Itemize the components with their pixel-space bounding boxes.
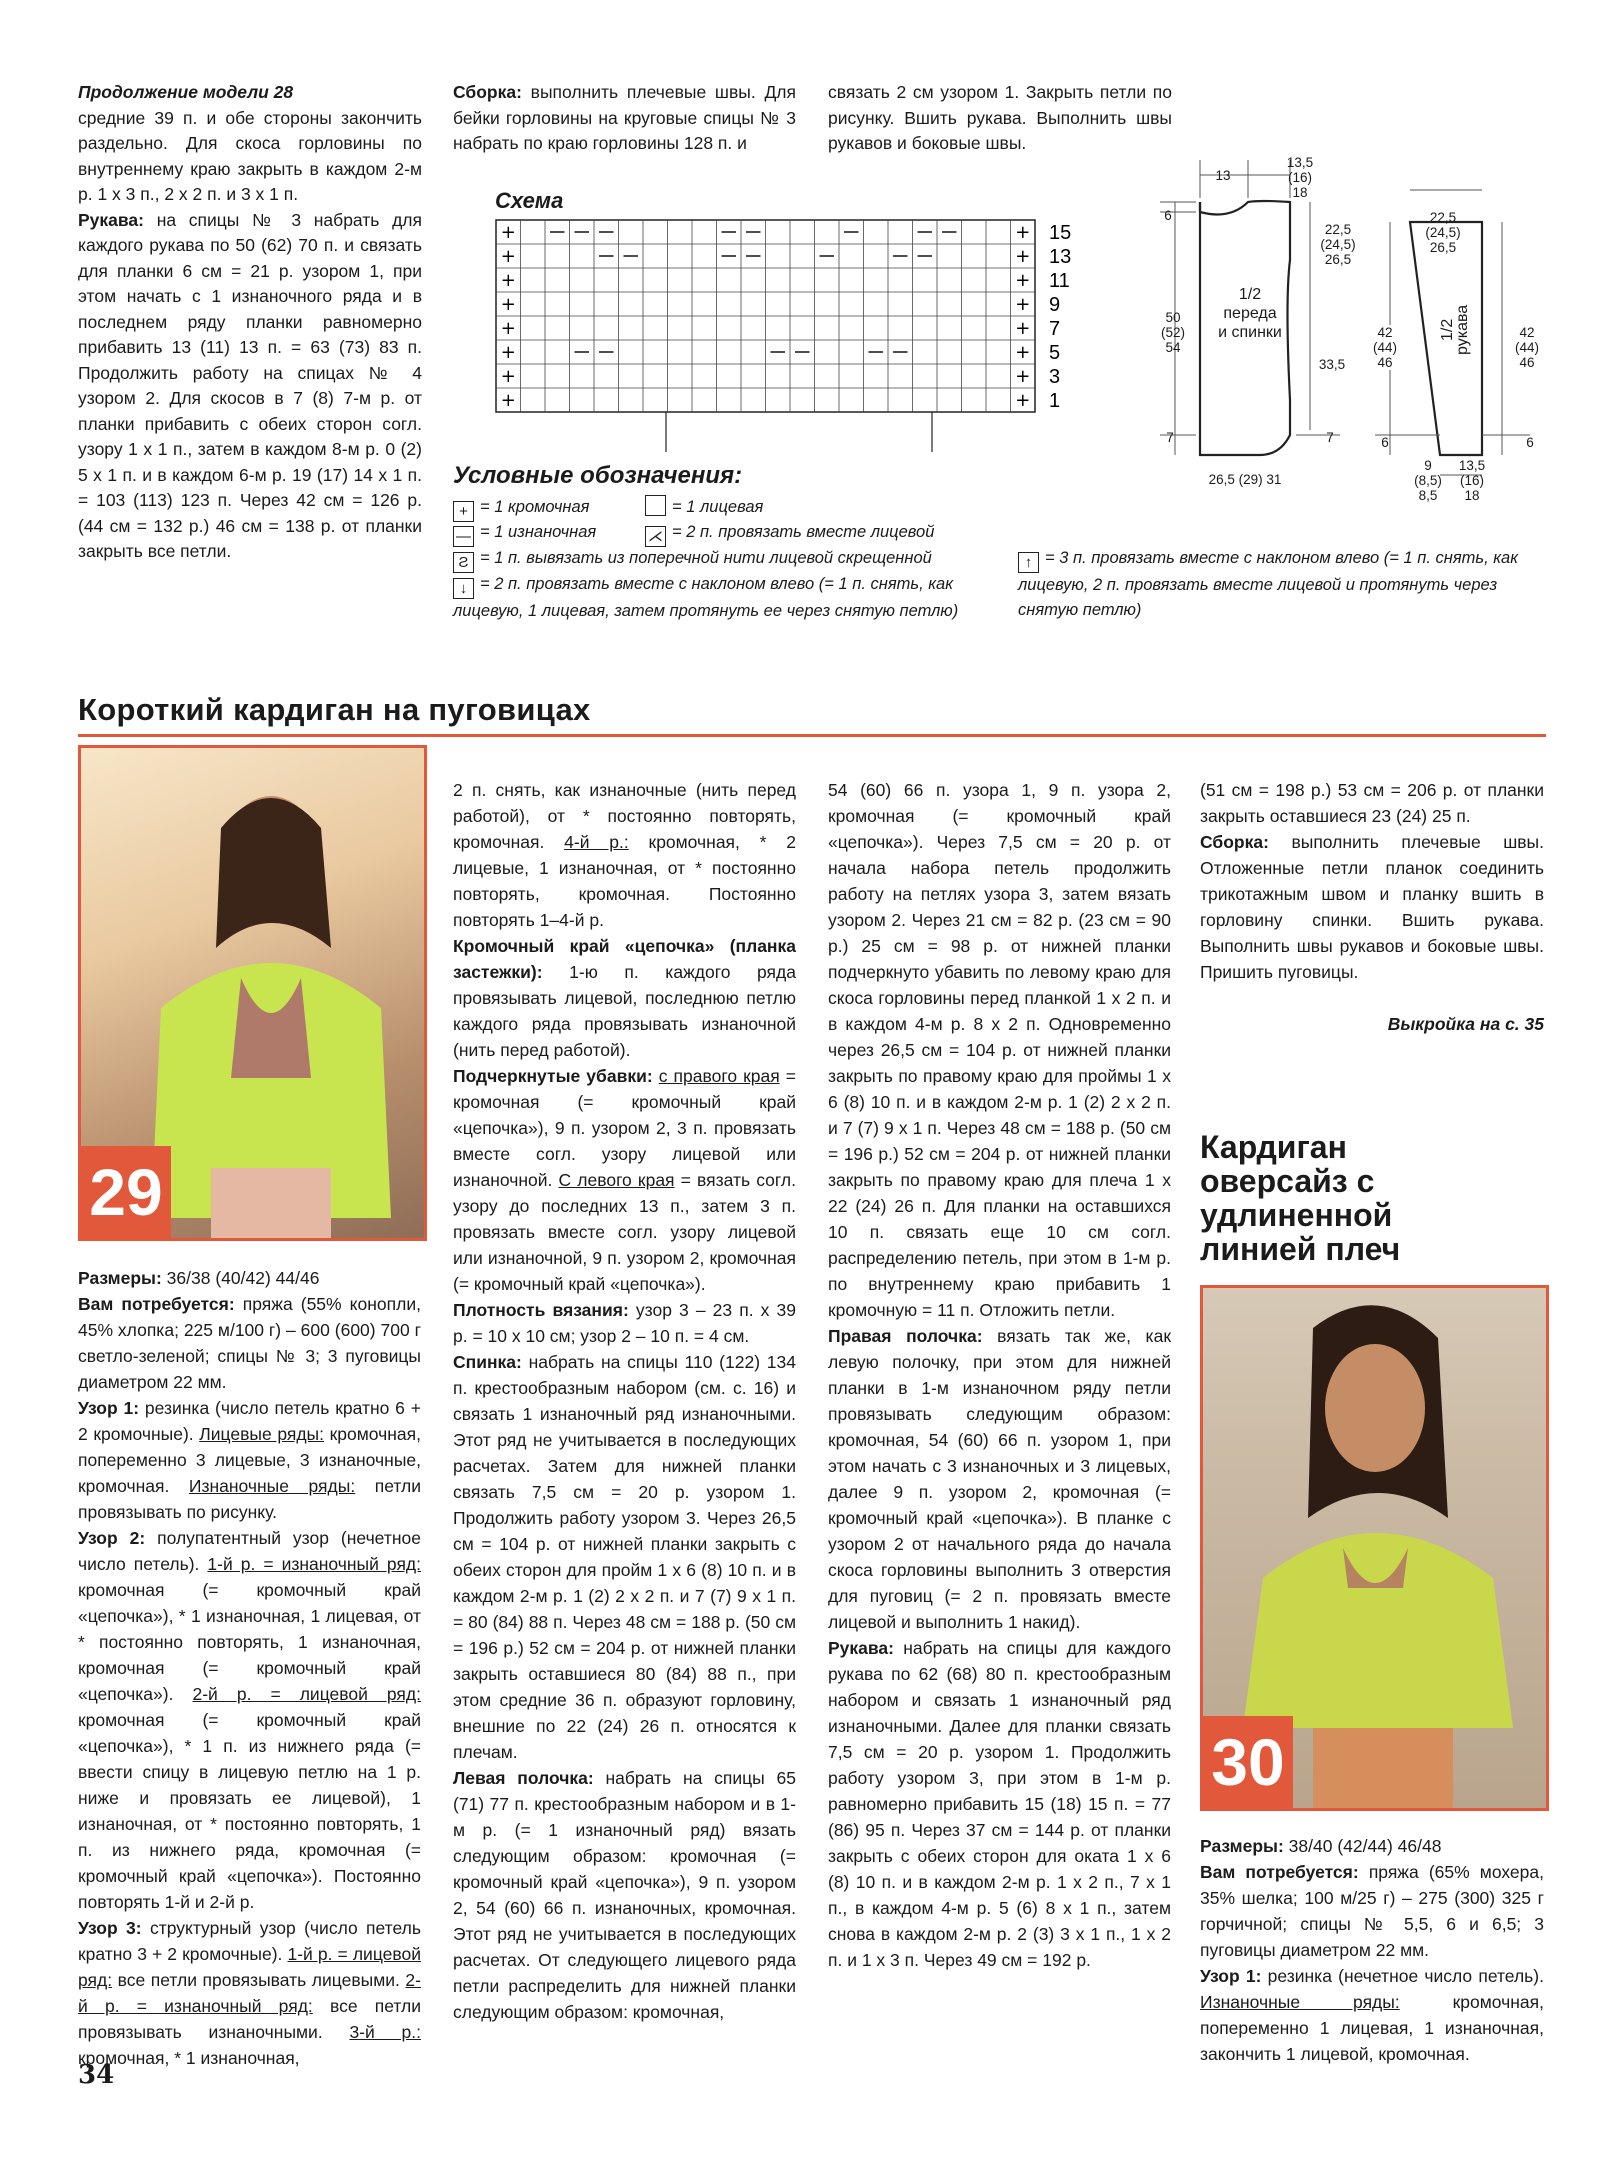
chart-edge-stitch: + <box>500 318 516 339</box>
model-29-col3: 54 (60) 66 п. узора 1, 9 п. узора 2, кромочная (= кромочный край «цепочка»). Через 7,5 см = 20 р. от начала набора петель продолжить работу на петлях узора 3, затем вязать узором 2. Через 21 см = 82 р. (23 см = 90 р.) 25 см = 98 р. от нижней планки подчеркнуто убавить по левому краю для скоса горловины перед планкой 1 х 2 п. и в каждом 4-м р. 8 х 2 п. Одновременно через 26,5 см = 104 р. от нижней планки закрыть по правому краю для проймы 1 х 6 (8) 10 п. и в каждом 2-м р. 1 (2) 2 х 2 п. и 7 (7) 9 х 1 п. Через 48 см = 188 р. (50 см = 196 р.) 52 см = 204 р. от нижней планки закрыть по правому краю для плеча 1 х 22 (24) 26 п. Для планки на оставшихся 10 п. связать еще 10 см согл. распределению петель, при этом в 1-м р. по внутреннему краю прибавить 1 кромочную = 11 п. Отложить петли. Правая полочка: вязать так же, как левую полочку, при этом для нижней планки в 1-м изнаночном ряду петли провязывать следующим образом: кромочная, 54 (60) 66 п. узором 1, при этом начать с 3 изнаночных и 3 лицевых, далее 9 п. узором 2, кромочная (= кромочный край «цепочка»). В планке с узором 2 от начального ряда до начала скоса горловины выполнить 3 отверстия для пуговиц (= 2 п. провязать вместе лицевой и выполнить 1 накид). Рукава: набрать на спицы для каждого рукава по 62 (68) 80 п. крестообразным набором и связать 1 изнаночный ряд изнаночными. Далее для планки связать 7,5 см = 20 р. узором 1. Продолжить работу узором 3, при этом в 1-м р. равномерно прибавить 15 (18) 15 п. = 77 (86) 95 п. Через 37 см = 144 р. от планки закрыть с обеих сторон для оката 1 х 6 (8) 10 п. и в каждом 2-м р. 1 х 2 п., 7 х 1 п., в каждом 4-м р. 5 (6) 8 х 1 п., затем снова в каждом 2-м р. 2 (3) 3 х 1 п., 1 х 2 п. и 1 х 3 п. Через 49 см = 192 р. <box>828 780 1171 1970</box>
chart-edge-stitch: + <box>1015 366 1031 387</box>
legend-sk2p: ↑ = 3 п. провязать вместе с наклоном влево (= 1 п. снять, как лицевую, 2 п. провязать вместе лицевой и протянуть через снятую петлю) <box>1018 549 1518 619</box>
pattern-neck-drop: 6 <box>1164 208 1172 223</box>
chart-edge-stitch: + <box>500 342 516 363</box>
sleeve-cuff-a: 9 (8,5) 8,5 <box>1414 458 1442 503</box>
schema-title: Схема <box>495 188 564 213</box>
chart-row-number: 9 <box>1049 294 1061 316</box>
pattern-width: 26,5 (29) 31 <box>1200 472 1290 487</box>
chart-edge-stitch: + <box>1015 294 1031 315</box>
chart-edge-stitch: + <box>500 270 516 291</box>
pattern-hem-left: 7 <box>1166 430 1174 445</box>
pattern-piece-label: 1/2 переда и спинки <box>1218 286 1282 341</box>
sleeve-cuff-right: 6 <box>1526 435 1534 450</box>
chart-edge-stitch: + <box>1015 318 1031 339</box>
continuation-column <box>78 80 422 565</box>
chart-row-number: 7 <box>1049 318 1061 340</box>
section-title: Короткий кардиган на пуговицах <box>78 692 591 727</box>
chart-row-number: 5 <box>1049 342 1061 364</box>
pattern-top-width: 13,5 (16) 18 <box>1286 155 1314 200</box>
legend-ssk: ↓ = 2 п. провязать вместе с наклоном влево (= 1 п. снять, как лицевую, 1 лицевая, затем протянуть ее через снятую петлю) <box>453 575 959 620</box>
edge-stitch-icon: + <box>453 501 474 522</box>
assembly-continued-text: связать 2 см узором 1. Закрыть петли по рисунку. Вшить рукава. Выполнить швы рукавов и боковые швы. <box>828 82 1172 153</box>
chart-edge-stitch: + <box>500 222 516 243</box>
chart-edge-stitch: + <box>500 390 516 411</box>
pattern-side: 33,5 <box>1318 357 1346 372</box>
continuation-heading: Продолжение модели 28 <box>78 82 294 102</box>
knitting-chart <box>492 214 1072 444</box>
model-30-photo <box>1200 1285 1549 1811</box>
page-number: 34 <box>78 2060 115 2090</box>
model-29-badge: 29 <box>81 1146 171 1238</box>
assembly-text: выполнить плечевые швы. Для бейки горловины на круговые спицы № 3 набрать по краю горловины 128 п. и <box>453 82 796 153</box>
section-rule <box>78 734 1546 737</box>
sleeve-length-left: 42 (44) 46 <box>1370 325 1400 370</box>
model-29-col2: 2 п. снять, как изнаночные (нить перед работой), от * постоянно повторять, кромочная. 4-й р.: кромочная, * 2 лицевые, 1 изнаночная, от * постоянно повторять, кромочная. Постоянно повторять 1–4-й р. Кромочный край «цепочка» (планка застежки): 1-ю п. каждого ряда провязывать лицевой, последнюю петлю каждого ряда провязывать изнаночной (нить перед работой). Подчеркнутые убавки: с правого края = кромочная (= кромочный край «цепочка»), 9 п. узором 2, 3 п. провязать вместе согл. узору лицевой или изнаночной. С левого края = вязать согл. узору до последних 13 п., затем 3 п. провязать вместе согл. узору лицевой или изнаночной, 9 п. узором 2, кромочная (= кромочный край «цепочка»). Плотность вязания: узор 3 – 23 п. х 39 р. = 10 х 10 см; узор 2 – 10 п. = 4 см. Спинка: набрать на спицы 110 (122) 134 п. крестообразным набором (см. с. 16) и связать 1 изнаночный ряд изнаночными. Этот ряд не учитывается в последующих расчетах. Затем для нижней планки связать 7,5 см = 20 р. узором 1. Продолжить работу узором 3. Через 26,5 см = 104 р. от нижней планки закрыть с обеих сторон для пройм 1 х 6 (8) 10 п. и в каждом 2-м р. 1 (2) 2 х 2 п. и 7 (7) 9 х 1 п. = 80 (84) 88 п. Через 48 см = 188 р. (50 см = 196 р.) 52 см = 204 р. от нижней планки закрыть оставшиеся 80 (84) 88 п., при этом средние 36 п. образуют горловину, внешние по 22 (24) 26 п. относятся к плечам. Левая полочка: набрать на спицы 65 (71) 77 п. крестообразным набором и в 1-м р. (= 1 изнаночный ряд) вязать следующим образом: кромочная (= кромочный край «цепочка»), 9 п. узором 2, 54 (60) 66 п. изнаночных, кромочная. Этот ряд не учитывается в последующих расчетах. От следующего лицевого ряда петли распределить для нижней планки следующим образом: кромочная, <box>453 780 796 2022</box>
sleeve-length-right: 42 (44) 46 <box>1512 325 1542 370</box>
chart-edge-stitch: + <box>1015 222 1031 243</box>
chart-edge-stitch: + <box>500 246 516 267</box>
chart-edge-stitch: + <box>1015 270 1031 291</box>
knit-stitch-icon <box>645 495 666 516</box>
ssk-icon: ↓ <box>453 578 474 599</box>
legend-knit: = 1 лицевая <box>645 495 763 520</box>
chart-edge-stitch: + <box>1015 390 1031 411</box>
pattern-shoulder: 13 <box>1215 168 1231 183</box>
model-30-text: Размеры: 38/40 (42/44) 46/48 Вам потребуется: пряжа (65% мохера, 35% шелка; 100 м/25 г) – 275 (300) 325 г горчичной; спицы № 5,5, 6 и 6,5; 3 пуговицы диаметром 22 мм. Узор 1: резинка (нечетное число петель). Изнаночные ряды: кромочная, попеременно 1 лицевая, 1 изнаночная, закончить 1 лицевой, кромочная. <box>1200 1836 1544 2064</box>
model-30-badge: 30 <box>1203 1716 1293 1808</box>
assembly-column <box>453 80 796 157</box>
sleeve-cuff-b: 13,5 (16) 18 <box>1458 458 1486 503</box>
chart-edge-stitch: + <box>1015 246 1031 267</box>
legend-title: Условные обозначения: <box>453 462 743 489</box>
sleeves-text: на спицы № 3 набрать для каждого рукава по 50 (62) 70 п. и связать для планки 6 см = 21 р. узором 1, при этом начать с 1 изнаночного ряда и в последнем ряду планки равномерно прибавить 13 (11) 13 п. = 63 (73) 83 п. Продолжить работу на спицах № 4 узором 2. Для скосов в 7 (8) 7-м р. от планки прибавить с обеих сторон согл. узору 1 х 1 п., затем в каждом 8-м р. 0 (2) 5 х 1 п. и в каждом 6-м р. 19 (17) 14 х 1 п. = 103 (113) 123 п. Через 42 см = 126 р. (44 см = 132 р.) 46 см = 138 р. от планки закрыть все петли. <box>78 209 422 561</box>
legend-purl: — = 1 изнаночная <box>453 520 596 547</box>
pattern-reference: Выкройка на с. 35 <box>1387 1014 1544 1034</box>
chart-row-number: 13 <box>1049 246 1072 268</box>
chart-edge-stitch: + <box>500 294 516 315</box>
sleeve-top-width: 22,5 (24,5) 26,5 <box>1425 210 1461 255</box>
model-29-col1: Размеры: 36/38 (40/42) 44/46 Вам потребуется: пряжа (55% конопли, 45% хлопка; 225 м/100 г) – 600 (600) 700 г светло-зеленой; спицы № 3; 3 пуговицы диаметром 22 мм. Узор 1: резинка (число петель кратно 6 + 2 кромочные). Лицевые ряды: кромочная, попеременно 3 лицевые, 3 изнаночные, кромочная. Изнаночные ряды: петли провязывать по рисунку. Узор 2: полупатентный узор (нечетное число петель). 1-й р. = изнаночный ряд: кромочная (= кромочный край «цепочка»), * 1 изнаночная, 1 лицевая, от * постоянно повторять, 1 изнаночная, кромочная (= кромочный край «цепочка»). 2-й р. = лицевой ряд: кромочная (= кромочный край «цепочка»), * 1 п. из нижнего ряда (= ввести спицу в лицевую петлю на 1 р. ниже и провязать ее лицевой), 1 изнаночная, от * постоянно повторять, 1 п. из нижнего ряда, кромочная (= кромочный край «цепочка»). Постоянно повторять 1-й и 2-й р. Узор 3: структурный узор (число петель кратно 3 + 2 кромочные). 1-й р. = лицевой ряд: все петли провязывать лицевыми. 2-й р. = изнаночный ряд: все петли провязывать изнаночными. 3-й р.: кромочная, * 1 изнаночная, <box>78 1268 422 2068</box>
sleeve-cuff-left: 6 <box>1381 435 1389 450</box>
chart-edge-stitch: + <box>1015 342 1031 363</box>
model-29-photo <box>78 745 427 1241</box>
sleeve-label: 1/2 рукава <box>1439 304 1471 356</box>
pattern-hem-right: 7 <box>1326 430 1334 445</box>
chart-row-number: 3 <box>1049 366 1061 388</box>
model-29-col4: (51 см = 198 р.) 53 см = 206 р. от планки закрыть оставшиеся 23 (24) 25 п. Сборка: выполнить плечевые швы. Отложенные петли планок соединить трикотажным швом и планку вшить в горловину спинки. Вшить рукава. Выполнить швы рукавов и боковые швы. Пришить пуговицы. Выкройка на с. 35 <box>1200 777 1544 1037</box>
chart-row-number: 15 <box>1049 222 1072 244</box>
assembly-label: Сборка: <box>453 82 522 102</box>
m1-icon: Ƨ <box>453 552 474 573</box>
continuation-text: средние 39 п. и обе стороны закончить раздельно. Для скоса горловины по внутреннему краю закрыть в каждом 2-м р. 1 х 3 п., 2 х 2 п. и 3 х 1 п. <box>78 107 422 204</box>
pattern-length: 50 (52) 54 <box>1160 310 1185 355</box>
purl-stitch-icon: — <box>453 526 474 547</box>
legend-k2tog: ⋌ = 2 п. провязать вместе лицевой <box>645 520 934 547</box>
legend-edge: + = 1 кромочная <box>453 495 589 522</box>
k2tog-icon: ⋌ <box>645 526 666 547</box>
assembly-continued <box>828 80 1172 157</box>
model-30-title: Кардиган оверсайз с удлиненной линией плеч <box>1200 1129 1401 1267</box>
chart-row-number: 11 <box>1049 270 1070 292</box>
pattern-armhole: 22,5 (24,5) 26,5 <box>1320 222 1356 267</box>
legend-m1: Ƨ = 1 п. вывязать из поперечной нити лицевой скрещенной <box>453 546 1013 573</box>
chart-row-number: 1 <box>1049 390 1061 412</box>
sleeves-label: Рукава: <box>78 209 144 230</box>
chart-edge-stitch: + <box>500 366 516 387</box>
sk2p-icon: ↑ <box>1018 552 1039 573</box>
